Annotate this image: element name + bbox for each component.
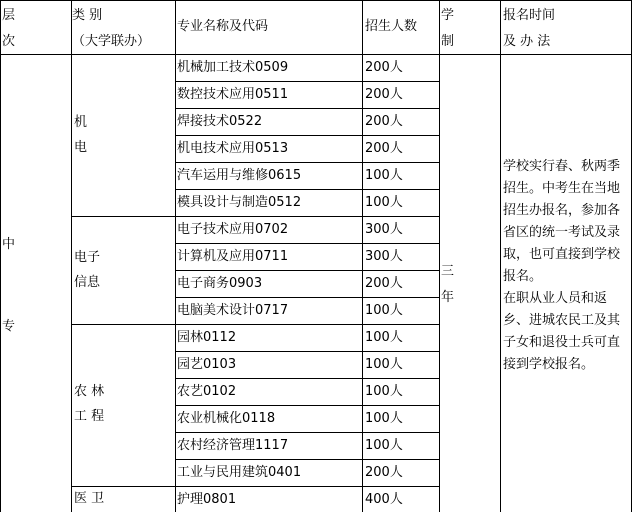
grid-hline xyxy=(175,108,439,109)
enrollment-count: 100人 xyxy=(365,303,403,318)
enrollment-count: 200人 xyxy=(365,60,403,75)
major-name: 农业机械化0118 xyxy=(177,411,276,426)
grid-hline xyxy=(175,378,439,379)
grid-hline xyxy=(175,243,439,244)
enrollment-count: 100人 xyxy=(365,438,403,453)
signup-line: 报名。 xyxy=(503,269,543,284)
header-signup-line1: 报名时间 xyxy=(503,8,556,23)
signup-line: 乡、进城农民工及其 xyxy=(503,313,621,328)
grid-hline xyxy=(175,432,439,433)
major-name: 农艺0102 xyxy=(177,384,237,399)
grid-vline xyxy=(71,0,72,512)
enrollment-count: 200人 xyxy=(365,114,403,129)
major-name: 园艺0103 xyxy=(177,357,237,372)
grid-hline xyxy=(71,216,439,217)
enrollment-count: 100人 xyxy=(365,384,403,399)
signup-line: 招生办报名，参加各 xyxy=(503,203,621,218)
header-major: 专业名称及代码 xyxy=(177,19,269,34)
level-line1: 中 xyxy=(2,237,16,252)
signup-line: 接到学校报名。 xyxy=(503,357,595,372)
category-yiwei: 医 卫 xyxy=(74,491,105,506)
header-signup-line2: 及 办 法 xyxy=(503,34,551,49)
major-name: 模具设计与制造0512 xyxy=(177,195,302,210)
enrollment-count: 200人 xyxy=(365,465,403,480)
major-name: 计算机及应用0711 xyxy=(177,249,289,264)
enrollment-count: 200人 xyxy=(365,276,403,291)
major-name: 汽车运用与维修0615 xyxy=(177,168,302,183)
category-nonglin-line2: 工 程 xyxy=(74,409,105,424)
grid-hline xyxy=(175,270,439,271)
grid-hline xyxy=(71,324,439,325)
grid-hline xyxy=(175,459,439,460)
major-name: 工业与民用建筑0401 xyxy=(177,465,302,480)
category-dianzi-line2: 信息 xyxy=(74,275,101,290)
major-name: 焊接技术0522 xyxy=(177,114,263,129)
duration-line2: 年 xyxy=(441,290,455,305)
category-jidian-line1: 机 xyxy=(74,115,88,130)
grid-vline xyxy=(500,0,501,512)
enrollment-count: 300人 xyxy=(365,222,403,237)
grid-vline xyxy=(362,0,363,512)
grid-vline xyxy=(175,0,176,512)
grid-hline xyxy=(175,81,439,82)
grid-hline xyxy=(0,54,632,55)
enrollment-count: 300人 xyxy=(365,249,403,264)
category-nonglin-line1: 农 林 xyxy=(74,384,105,399)
signup-line: 在职从业人员和返 xyxy=(503,291,608,306)
major-name: 电子商务0903 xyxy=(177,276,263,291)
signup-line: 省区的统一考试及录 xyxy=(503,225,621,240)
duration-line1: 三 xyxy=(441,264,455,279)
grid-hline xyxy=(175,405,439,406)
major-name: 护理0801 xyxy=(177,492,237,507)
enrollment-count: 200人 xyxy=(365,87,403,102)
grid-hline xyxy=(0,0,632,1)
grid-hline xyxy=(175,189,439,190)
grid-hline xyxy=(175,351,439,352)
header-enrollment: 招生人数 xyxy=(365,19,418,34)
enrollment-count: 200人 xyxy=(365,141,403,156)
header-level-line2: 次 xyxy=(2,34,16,49)
signup-line: 取，也可直接到学校 xyxy=(503,247,621,262)
category-dianzi-line1: 电子 xyxy=(74,250,101,265)
grid-vline xyxy=(631,0,632,512)
grid-hline xyxy=(175,297,439,298)
enrollment-count: 100人 xyxy=(365,357,403,372)
header-category xyxy=(72,3,174,55)
header-duration-line2: 制 xyxy=(441,34,455,49)
major-name: 农村经济管理1117 xyxy=(177,438,289,453)
grid-hline xyxy=(175,135,439,136)
grid-hline xyxy=(175,162,439,163)
header-level xyxy=(2,3,70,55)
major-name: 数控技术应用0511 xyxy=(177,87,289,102)
enrollment-count: 100人 xyxy=(365,195,403,210)
header-category-line1: 类 别 xyxy=(72,8,103,23)
header-duration-line1: 学 xyxy=(441,8,455,23)
major-name: 园林0112 xyxy=(177,330,237,345)
signup-line: 招生。中考生在当地 xyxy=(503,181,621,196)
enrollment-count: 400人 xyxy=(365,492,403,507)
header-level-line1: 层 xyxy=(2,8,16,23)
enrollment-count: 100人 xyxy=(365,330,403,345)
grid-hline xyxy=(71,486,439,487)
signup-line: 子女和退役士兵可直 xyxy=(503,335,621,350)
enrollment-count: 100人 xyxy=(365,411,403,426)
header-duration xyxy=(441,3,497,55)
signup-text xyxy=(503,156,631,376)
major-name: 机电技术应用0513 xyxy=(177,141,289,156)
major-name: 电脑美术设计0717 xyxy=(177,303,289,318)
grid-vline xyxy=(0,0,1,512)
header-category-line2: （大学联办） xyxy=(72,34,151,49)
grid-vline xyxy=(439,0,440,512)
major-name: 机械加工技术0509 xyxy=(177,60,289,75)
major-name: 电子技术应用0702 xyxy=(177,222,289,237)
header-signup xyxy=(503,3,631,55)
signup-line: 学校实行春、秋两季 xyxy=(503,159,621,174)
category-jidian-line2: 电 xyxy=(74,140,88,155)
level-line2: 专 xyxy=(2,319,16,334)
enrollment-count: 100人 xyxy=(365,168,403,183)
